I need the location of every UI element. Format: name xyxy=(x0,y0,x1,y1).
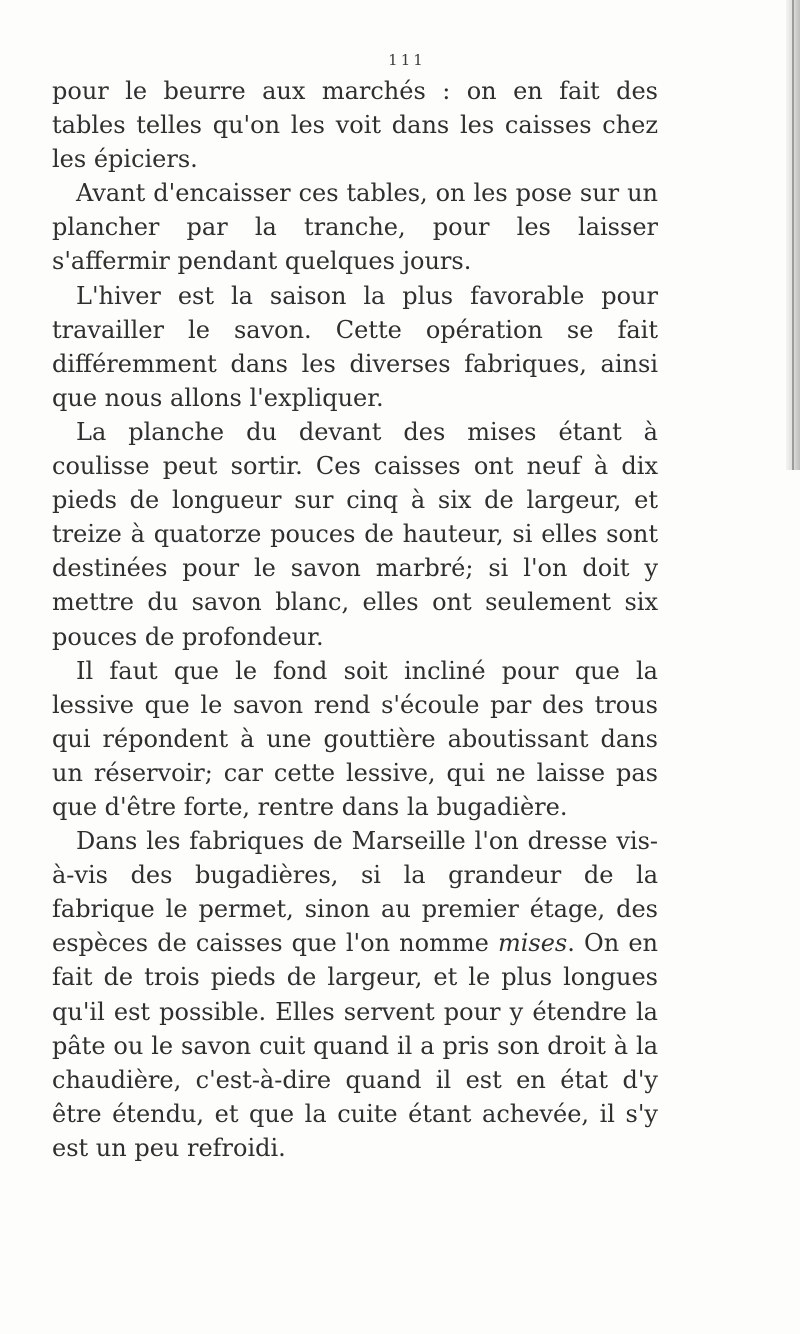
paragraph-6 xyxy=(52,824,658,1165)
page-edge-line xyxy=(792,0,794,470)
paragraph-6-start: Dans les fabriques de Marseille l'on dresse vis-à-vis des bugadières, si la grandeur de la fabrique le permet, sinon au premier étage, des espèces de caisses que l'on nomme xyxy=(52,827,658,958)
paragraph-6-end: . On en fait de trois pieds de largeur, et le plus longues qu'il est possible. Elles servent pour y étendre la pâte ou le savon cuit quand il a pris son droit à la chaudière, c'est-à-dire quand il est en état d'y être étendu, et que la cuite étant achevée, il s'y est un peu refroidi. xyxy=(52,929,658,1162)
paragraph-3: L'hiver est la saison la plus favorable pour travailler le savon. Cette opération se fait différemment dans les diverses fabriques, ainsi que nous allons l'expliquer. xyxy=(52,281,658,412)
paragraph-2: Avant d'encaisser ces tables, on les pose sur un plancher par la tranche, pour les laisser s'affermir pendant quelques jours. xyxy=(52,179,658,276)
term-mises: mises xyxy=(497,929,568,958)
paragraph-1: pour le beurre aux marchés : on en fait des tables telles qu'on les voit dans les caisses chez les épiciers. xyxy=(52,77,658,174)
body-text xyxy=(52,74,658,1165)
page-number: 111 xyxy=(388,51,426,69)
paragraph-5: Il faut que le fond soit incliné pour que la lessive que le savon rend s'écoule par des trous qui répondent à une gouttière aboutissant dans un réservoir; car cette lessive, qui ne laisse pas que d'être forte, rentre dans la bugadière. xyxy=(52,656,658,821)
paragraph-4: La planche du devant des mises étant à coulisse peut sortir. Ces caisses ont neuf à dix pieds de longueur sur cinq à six de largeur, et treize à quatorze pouces de hauteur, si elles sont destinées pour le savon marbré; si l'on doit y mettre du savon blanc, elles ont seulement six pouces de profondeur. xyxy=(52,417,658,651)
